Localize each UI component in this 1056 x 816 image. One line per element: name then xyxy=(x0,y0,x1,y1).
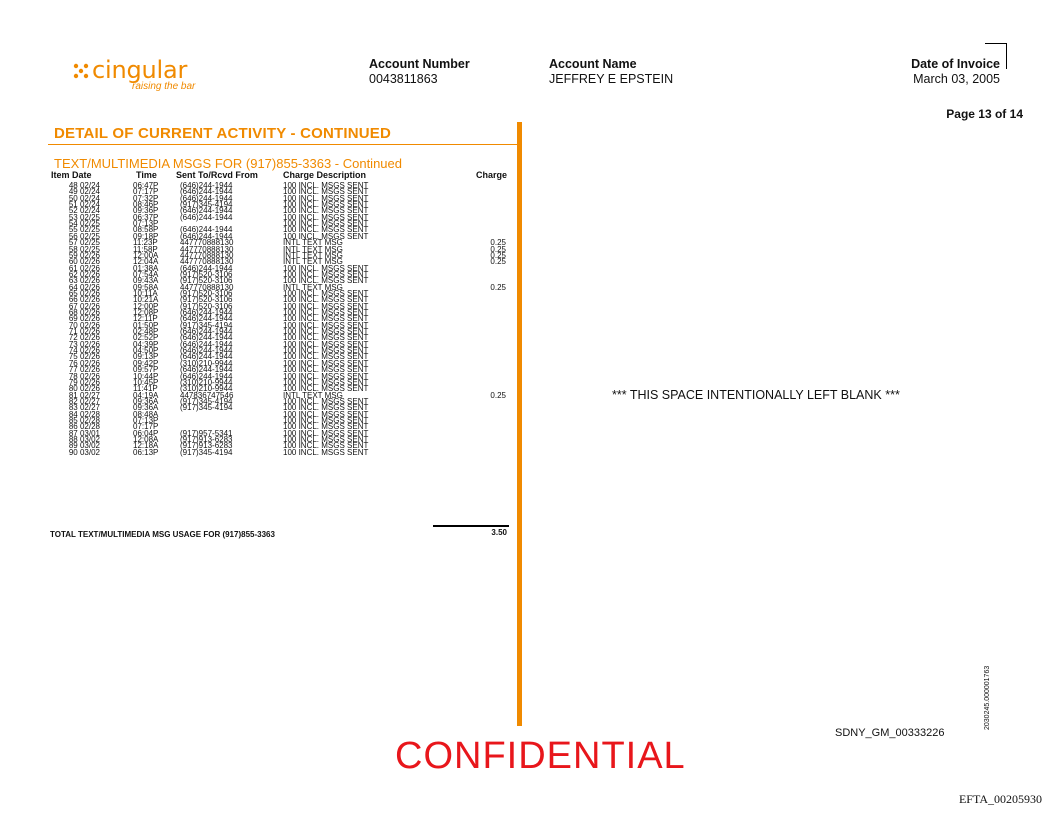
row-item-date: 50 02/24 xyxy=(68,193,100,203)
row-description: 100 INCL. MSGS SENT xyxy=(283,206,369,216)
invoice-date-block xyxy=(911,57,1000,86)
row-sent-to: (917)520-3106 xyxy=(180,288,233,298)
row-item-date: 60 02/26 xyxy=(68,257,100,267)
row-time: 12:18A xyxy=(133,441,159,451)
col-header-description: Charge Description xyxy=(283,170,367,180)
row-time: 06:47P xyxy=(133,181,159,190)
row-sent-to: (646)244-1944 xyxy=(180,333,233,343)
row-item-date: 74 02/26 xyxy=(68,346,100,356)
row-date: 03/02 xyxy=(79,435,100,444)
col-header-charge: Charge xyxy=(476,170,508,180)
row-date: 02/26 xyxy=(79,352,100,362)
row-time: 04:50P xyxy=(133,346,159,356)
row-time: 11:58P xyxy=(133,244,158,254)
row-date: 02/26 xyxy=(79,358,100,368)
row-sent-to: (646)244-1944 xyxy=(180,314,233,324)
column-divider xyxy=(517,122,522,726)
row-sent-to: (646)244-1944 xyxy=(180,181,233,190)
row-description: 100 INCL. MSGS SENT xyxy=(283,403,369,413)
row-description: 100 INCL. MSGS SENT xyxy=(283,320,369,330)
row-time: 08:46P xyxy=(133,200,159,210)
corner-mark-vertical xyxy=(1006,43,1007,69)
row-description: INTL TEXT MSG xyxy=(283,238,343,248)
row-item-date: 78 02/26 xyxy=(68,371,100,381)
row-sent-to: 447770888130 xyxy=(180,238,234,248)
row-item-date: 70 02/26 xyxy=(68,320,100,330)
row-date: 02/26 xyxy=(79,339,100,349)
row-description: 100 INCL. MSGS SENT xyxy=(283,225,369,235)
row-date: 02/24 xyxy=(79,187,100,197)
row-time: 11:23P xyxy=(133,238,158,248)
row-sent-to: (646)244-1944 xyxy=(180,212,233,222)
row-sent-to: (310)210-9944 xyxy=(180,384,233,394)
row-date: 02/25 xyxy=(79,225,100,235)
row-sent-to: 447770888130 xyxy=(180,282,234,292)
row-description: 100 INCL. MSGS SENT xyxy=(283,276,369,286)
row-date: 02/26 xyxy=(79,308,100,317)
row-date: 02/27 xyxy=(79,403,100,413)
row-item-date: 83 02/27 xyxy=(68,403,100,413)
invoice-date: March 03, 2005 xyxy=(913,72,1000,86)
cingular-x-icon xyxy=(72,62,90,80)
row-item-date: 62 02/26 xyxy=(68,269,100,279)
row-description: 100 INCL. MSGS SENT xyxy=(283,422,369,432)
row-date: 03/02 xyxy=(79,447,100,457)
row-description: 100 INCL. MSGS SENT xyxy=(283,269,369,279)
row-description: 100 INCL. MSGS SENT xyxy=(283,295,369,305)
row-time: 08:48A xyxy=(133,409,159,419)
row-item-date: 51 02/24 xyxy=(68,200,100,210)
row-date: 02/25 xyxy=(79,231,100,241)
row-time: 02:52P xyxy=(133,333,159,343)
row-time: 07:17P xyxy=(133,187,159,197)
row-description: 100 INCL. MSGS SENT xyxy=(283,339,369,349)
row-time: 09:42P xyxy=(133,358,159,368)
row-time: 04:19A xyxy=(133,390,159,400)
vertical-stamp: 2030245.000001763 xyxy=(984,665,991,730)
row-time: 12:11P xyxy=(133,314,158,324)
row-time: 07:13P xyxy=(133,415,159,425)
row-sent-to: (917)913-6283 xyxy=(180,441,233,451)
total-value: 3.50 xyxy=(491,528,507,537)
row-time: 10:45P xyxy=(133,377,159,387)
row-description: 100 INCL. MSGS SENT xyxy=(283,384,369,394)
row-date: 02/26 xyxy=(79,314,100,324)
section-title: DETAIL OF CURRENT ACTIVITY - CONTINUED xyxy=(54,125,392,142)
row-item-date: 87 03/01 xyxy=(68,428,100,438)
row-date: 02/25 xyxy=(79,219,100,229)
row-time: 01:38A xyxy=(133,263,159,273)
corner-mark xyxy=(985,43,1007,44)
row-time: 09:36A xyxy=(133,396,159,406)
row-date: 02/26 xyxy=(79,377,100,387)
row-item-date: 58 02/25 xyxy=(68,244,100,254)
row-description: 100 INCL. MSGS SENT xyxy=(283,415,369,425)
row-description: 100 INCL. MSGS SENT xyxy=(283,193,369,203)
row-time: 10:11A xyxy=(133,288,158,298)
row-date: 02/27 xyxy=(79,390,100,400)
total-label: TOTAL TEXT/MULTIMEDIA MSG USAGE FOR (917)855-3363 xyxy=(50,530,275,539)
row-date: 02/26 xyxy=(79,371,100,381)
row-item-date: 68 02/26 xyxy=(68,308,100,317)
account-number: 0043811863 xyxy=(369,72,438,86)
cingular-logo xyxy=(72,56,232,102)
row-item-date: 84 02/28 xyxy=(68,409,100,419)
row-description: INTL TEXT MSG xyxy=(283,282,343,292)
row-description: 100 INCL. MSGS SENT xyxy=(283,327,369,337)
row-charge: 0.25 xyxy=(490,244,506,254)
row-item-date: 75 02/26 xyxy=(68,352,100,362)
blank-notice: *** THIS SPACE INTENTIONALLY LEFT BLANK *** xyxy=(612,388,900,402)
row-sent-to: (310)210-9944 xyxy=(180,358,233,368)
col-header-item-date: Item Date xyxy=(51,170,92,180)
row-date: 02/26 xyxy=(79,257,100,267)
row-date: 02/25 xyxy=(79,212,100,222)
row-item-date: 81 02/27 xyxy=(68,390,100,400)
row-date: 02/24 xyxy=(79,181,100,190)
row-date: 02/24 xyxy=(79,200,100,210)
row-time: 02:48P xyxy=(133,327,159,337)
row-description: 100 INCL. MSGS SENT xyxy=(283,377,369,387)
row-date: 02/26 xyxy=(79,327,100,337)
row-date: 02/26 xyxy=(79,263,100,273)
row-item-date: 56 02/25 xyxy=(68,231,100,241)
row-date: 02/28 xyxy=(79,409,100,419)
row-time: 09:57P xyxy=(133,365,159,375)
row-time: 11:41P xyxy=(133,384,158,394)
row-item-date: 76 02/26 xyxy=(68,358,100,368)
row-item-date: 57 02/25 xyxy=(68,238,100,248)
row-description: INTL TEXT MSG xyxy=(283,244,343,254)
invoice-date-label: Date of Invoice xyxy=(911,57,1000,71)
row-description: 100 INCL. MSGS SENT xyxy=(283,219,369,229)
row-time: 12:08P xyxy=(133,308,159,317)
row-sent-to: (646)244-1944 xyxy=(180,371,233,381)
row-description: 100 INCL. MSGS SENT xyxy=(283,212,369,222)
row-item-date: 73 02/26 xyxy=(68,339,100,349)
row-sent-to: 447836747546 xyxy=(180,390,234,400)
row-sent-to: 447770888130 xyxy=(180,257,234,267)
account-number-block xyxy=(369,57,470,86)
subsection-title: TEXT/MULTIMEDIA MSGS FOR (917)855-3363 - Continued xyxy=(54,156,402,171)
row-date: 02/26 xyxy=(79,384,100,394)
row-date: 02/25 xyxy=(79,244,100,254)
row-time: 07:54A xyxy=(133,269,159,279)
row-description: 100 INCL. MSGS SENT xyxy=(283,428,369,438)
row-item-date: 71 02/26 xyxy=(68,327,100,337)
row-charge: 0.25 xyxy=(490,238,506,248)
row-description: 100 INCL. MSGS SENT xyxy=(283,181,369,190)
row-sent-to: (917)520-3106 xyxy=(180,276,233,286)
col-header-sent-to: Sent To/Rcvd From xyxy=(176,170,258,180)
row-time: 04:39P xyxy=(133,339,159,349)
row-date: 02/26 xyxy=(79,269,100,279)
row-sent-to: (917)520-3106 xyxy=(180,295,233,305)
row-description: 100 INCL. MSGS SENT xyxy=(283,409,369,419)
row-item-date: 72 02/26 xyxy=(68,333,100,343)
row-item-date: 48 02/24 xyxy=(68,181,100,190)
row-item-date: 49 02/24 xyxy=(68,187,100,197)
row-item-date: 65 02/26 xyxy=(68,288,100,298)
row-item-date: 52 02/24 xyxy=(68,206,100,216)
row-time: 10:21A xyxy=(133,295,159,305)
row-item-date: 53 02/25 xyxy=(68,212,100,222)
row-description: 100 INCL. MSGS SENT xyxy=(283,447,369,457)
row-time: 12:00P xyxy=(133,301,159,311)
row-sent-to: (917)520-3106 xyxy=(180,269,233,279)
row-item-date: 63 02/26 xyxy=(68,276,100,286)
row-description: 100 INCL. MSGS SENT xyxy=(283,441,369,451)
row-date: 02/26 xyxy=(79,282,100,292)
row-time: 07:13P xyxy=(133,219,159,229)
row-date: 02/26 xyxy=(79,250,100,260)
account-name-label: Account Name xyxy=(549,57,637,71)
row-date: 03/02 xyxy=(79,441,100,451)
row-description: 100 INCL. MSGS SENT xyxy=(283,301,369,311)
row-description: INTL TEXT MSG xyxy=(283,250,343,260)
row-date: 02/25 xyxy=(79,238,100,248)
row-date: 02/24 xyxy=(79,193,100,203)
row-sent-to: (646)244-1944 xyxy=(180,365,233,375)
row-description: INTL TEXT MSG xyxy=(283,257,343,267)
row-item-date: 82 02/27 xyxy=(68,396,100,406)
row-description: 100 INCL. MSGS SENT xyxy=(283,187,369,197)
row-sent-to: (646)244-1944 xyxy=(180,339,233,349)
row-description: 100 INCL. MSGS SENT xyxy=(283,263,369,273)
row-time: 09:36A xyxy=(133,403,159,413)
row-sent-to: (646)244-1944 xyxy=(180,225,233,235)
account-number-label: Account Number xyxy=(369,57,470,71)
row-item-date: 61 02/26 xyxy=(68,263,100,273)
row-time: 12:08A xyxy=(133,435,159,444)
row-charge: 0.25 xyxy=(490,390,506,400)
row-description: 100 INCL. MSGS SENT xyxy=(283,346,369,356)
row-description: 100 INCL. MSGS SENT xyxy=(283,288,369,298)
row-date: 02/26 xyxy=(79,333,100,343)
row-description: 100 INCL. MSGS SENT xyxy=(283,358,369,368)
row-description: 100 INCL. MSGS SENT xyxy=(283,435,369,444)
row-time: 07:32P xyxy=(133,193,159,203)
row-item-date: 90 03/02 xyxy=(68,447,100,457)
brand-name: cingular xyxy=(92,56,188,84)
row-sent-to: (646)244-1944 xyxy=(180,231,233,241)
row-charge: 0.25 xyxy=(490,250,506,260)
row-description: 100 INCL. MSGS SENT xyxy=(283,314,369,324)
row-sent-to: (646)244-1944 xyxy=(180,187,233,197)
row-date: 02/26 xyxy=(79,365,100,375)
row-sent-to: (310)210-9944 xyxy=(180,377,233,387)
page-number: Page 13 of 14 xyxy=(946,107,1023,121)
row-description: 100 INCL. MSGS SENT xyxy=(283,365,369,375)
row-item-date: 66 02/26 xyxy=(68,295,100,305)
row-date: 02/26 xyxy=(79,295,100,305)
row-sent-to: (917)957-5341 xyxy=(180,428,233,438)
row-date: 02/26 xyxy=(79,301,100,311)
row-time: 08:58P xyxy=(133,225,159,235)
row-sent-to: (646)244-1944 xyxy=(180,346,233,356)
row-time: 09:43A xyxy=(133,276,159,286)
row-description: 100 INCL. MSGS SENT xyxy=(283,231,369,241)
row-description: 100 INCL. MSGS SENT xyxy=(283,333,369,343)
row-sent-to: (917)913-6283 xyxy=(180,435,233,444)
row-sent-to: (917)345-4194 xyxy=(180,200,233,210)
row-date: 02/28 xyxy=(79,422,100,432)
row-time: 07:17P xyxy=(133,422,159,432)
row-item-date: 79 02/26 xyxy=(68,377,100,387)
table-row xyxy=(50,447,510,457)
row-charge: 0.25 xyxy=(490,257,506,267)
row-item-date: 89 03/02 xyxy=(68,441,100,451)
row-sent-to: (646)244-1944 xyxy=(180,352,233,362)
row-sent-to: (646)244-1944 xyxy=(180,308,233,317)
row-time: 10:44P xyxy=(133,371,159,381)
row-sent-to: (917)520-3106 xyxy=(180,301,233,311)
row-date: 02/27 xyxy=(79,396,100,406)
row-description: 100 INCL. MSGS SENT xyxy=(283,396,369,406)
row-time: 06:37P xyxy=(133,212,159,222)
row-time: 12:04A xyxy=(133,257,159,267)
row-sent-to: 447770888130 xyxy=(180,244,234,254)
row-item-date: 88 03/02 xyxy=(68,435,100,444)
account-name: JEFFREY E EPSTEIN xyxy=(549,72,674,86)
row-date: 02/26 xyxy=(79,320,100,330)
confidential-stamp: CONFIDENTIAL xyxy=(395,735,686,777)
row-sent-to: (646)244-1944 xyxy=(180,206,233,216)
row-item-date: 86 02/28 xyxy=(68,422,100,432)
row-item-date: 55 02/25 xyxy=(68,225,100,235)
row-time: 06:13P xyxy=(133,447,159,457)
row-item-date: 54 02/25 xyxy=(68,219,100,229)
row-charge: 0.25 xyxy=(490,282,506,292)
row-time: 06:04P xyxy=(133,428,159,438)
row-description: INTL TEXT MSG xyxy=(283,390,343,400)
row-item-date: 67 02/26 xyxy=(68,301,100,311)
row-sent-to: (917)345-4194 xyxy=(180,403,233,413)
row-description: 100 INCL. MSGS SENT xyxy=(283,200,369,210)
row-description: 100 INCL. MSGS SENT xyxy=(283,371,369,381)
row-sent-to: (646)244-1944 xyxy=(180,193,233,203)
row-date: 02/28 xyxy=(79,415,100,425)
col-header-time: Time xyxy=(136,170,157,180)
row-item-date: 77 02/26 xyxy=(68,365,100,375)
row-sent-to: (917)345-4194 xyxy=(180,447,233,457)
row-description: 100 INCL. MSGS SENT xyxy=(283,308,369,317)
row-item-date: 69 02/26 xyxy=(68,314,100,324)
row-time: 09:18P xyxy=(133,231,159,241)
row-time: 01:50P xyxy=(133,320,159,330)
row-date: 02/26 xyxy=(79,288,100,298)
efta-number: EFTA_00205930 xyxy=(958,792,1042,806)
row-sent-to: (646)244-1944 xyxy=(180,263,233,273)
row-date: 02/26 xyxy=(79,276,100,286)
row-time: 09:36P xyxy=(133,206,159,216)
row-date: 02/26 xyxy=(79,346,100,356)
row-sent-to: (917)345-4194 xyxy=(180,320,233,330)
row-sent-to: 447770888130 xyxy=(180,250,234,260)
row-sent-to: (917)345-4194 xyxy=(180,396,233,406)
row-time: 09:58A xyxy=(133,282,159,292)
row-date: 03/01 xyxy=(79,428,100,438)
total-rule xyxy=(433,525,509,527)
section-divider xyxy=(48,144,518,145)
row-sent-to: (646)244-1944 xyxy=(180,327,233,337)
row-item-date: 80 02/26 xyxy=(68,384,100,394)
bates-number: SDNY_GM_00333226 xyxy=(835,727,945,739)
row-item-date: 85 02/28 xyxy=(68,415,100,425)
row-date: 02/24 xyxy=(79,206,100,216)
account-name-block xyxy=(549,57,673,86)
row-item-date: 64 02/26 xyxy=(68,282,100,292)
row-item-date: 59 02/26 xyxy=(68,250,100,260)
row-time: 12:00A xyxy=(133,250,159,260)
row-time: 09:13P xyxy=(133,352,159,362)
row-description: 100 INCL. MSGS SENT xyxy=(283,352,369,362)
brand-tagline: raising the bar xyxy=(132,81,196,92)
